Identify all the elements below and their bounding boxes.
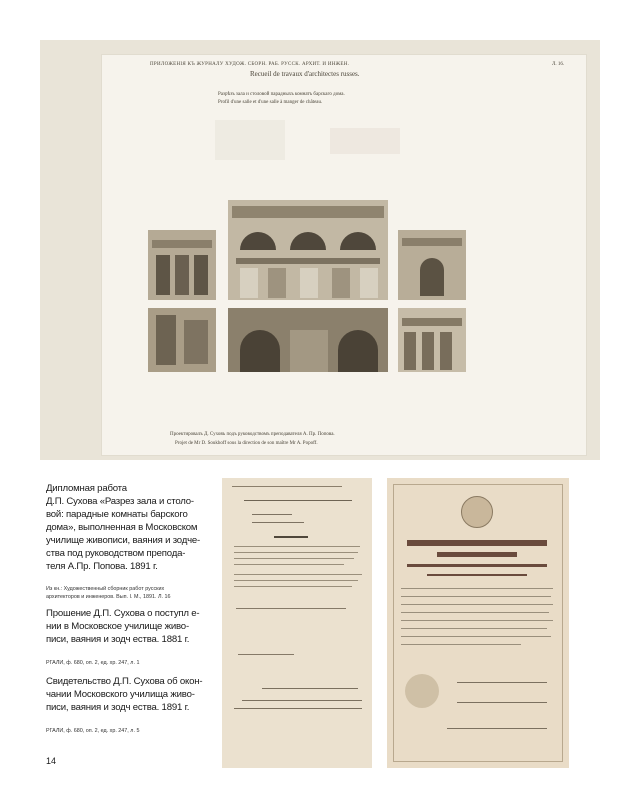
seal-emblem (461, 496, 493, 528)
caption-line: Д.П. Сухова «Разрез зала и столо- (46, 496, 194, 507)
printed-line (234, 552, 358, 553)
caption-diploma-work (46, 482, 216, 573)
ornate-heading (407, 540, 547, 546)
caption-line: Прошение Д.П. Сухова о поступл е- (46, 608, 200, 619)
caption-line: дома», выполненная в Московском (46, 522, 198, 533)
page-number: 14 (46, 756, 57, 766)
caption-source: РГАЛИ, ф. 680, оп. 2, ед. хр. 247, л. 5 (46, 728, 140, 734)
caption-line: Дипломная работа (46, 483, 127, 494)
printed-line (234, 574, 362, 575)
printed-line (401, 628, 547, 629)
stamp (405, 674, 439, 708)
printed-line (234, 586, 352, 587)
source-line: Из кн.: Художественный сборник работ русских (46, 586, 165, 592)
petition-document-image (222, 478, 372, 768)
plate-subtitle-fr: Profil d'une salle et d'une salle à manger de château. (218, 100, 323, 105)
source-line: архитекторов и инженеров. Вып. I. М., 1891. Л. 16 (46, 594, 171, 600)
ornate-heading (437, 552, 517, 557)
printed-line (401, 588, 553, 589)
caption-line: Свидетельство Д.П. Сухова об окон- (46, 676, 203, 687)
caption-line: нии в Московское училище живо- (46, 621, 189, 632)
printed-line (401, 612, 549, 613)
caption-line: теля А.Пр. Попова. 1891 г. (46, 561, 158, 572)
handwriting (252, 514, 292, 515)
signature-line (457, 702, 547, 703)
ornate-heading (427, 574, 527, 576)
caption-line: вой: парадные комнаты барского (46, 509, 188, 520)
signature-line (457, 682, 547, 683)
architectural-drawing (148, 200, 466, 372)
caption-line: писи, ваяния и зодч ества. 1891 г. (46, 702, 190, 713)
caption-line: училище живописи, ваяния и зодче- (46, 535, 201, 546)
caption-line: ства под руководством препода- (46, 548, 186, 559)
printed-line (234, 580, 358, 581)
printed-heading (244, 500, 352, 501)
printed-line (401, 596, 551, 597)
printed-line (234, 546, 360, 547)
handwriting (262, 688, 358, 689)
plate-header-number: Л. 16. (552, 62, 565, 67)
caption-line: писи, ваяния и зодч ества. 1881 г. (46, 634, 190, 645)
ornate-heading (407, 564, 547, 567)
printed-line (401, 604, 553, 605)
faint-sketch (215, 120, 285, 160)
plate-caption-fr: Projet de Mr D. Soukhoff sous la direction de son maître Mr A. Popoff. (175, 441, 318, 446)
certificate-document-image (387, 478, 569, 768)
plate-caption-ru: Проектировалъ Д. Суховъ подъ руководствомъ преподавателя А. Пр. Попова. (170, 432, 335, 437)
handwriting (232, 486, 342, 487)
handwriting (242, 700, 362, 701)
caption-petition (46, 607, 216, 646)
plate-header-fr: Recueil de travaux d'architectes russes. (250, 70, 360, 78)
faint-stamp (330, 128, 400, 154)
plate-subtitle-ru: Разрѣзъ зала и столовой парадныхъ комнатъ барскаго дома. (218, 92, 345, 97)
printed-line (401, 620, 553, 621)
handwriting (234, 708, 362, 709)
handwriting (236, 608, 346, 609)
signature-line (447, 728, 547, 729)
printed-line (401, 644, 521, 645)
printed-line (401, 636, 551, 637)
printed-line (234, 564, 344, 565)
handwriting (252, 522, 304, 523)
printed-title (274, 536, 308, 538)
drawing-svg (148, 200, 466, 372)
caption-source (46, 585, 216, 601)
caption-certificate (46, 675, 216, 714)
caption-line: чании Московского училища живо- (46, 689, 195, 700)
plate-header-ru: ПРИЛОЖЕНIЯ КЪ ЖУРНАЛУ ХУДОЖ. СБОРН. РАБ. РУССК. АРХИТ. И ИНЖЕН. (150, 62, 350, 67)
caption-source: РГАЛИ, ф. 680, оп. 2, ед. хр. 247, л. 1 (46, 660, 140, 666)
handwriting (238, 654, 294, 655)
printed-line (234, 558, 354, 559)
